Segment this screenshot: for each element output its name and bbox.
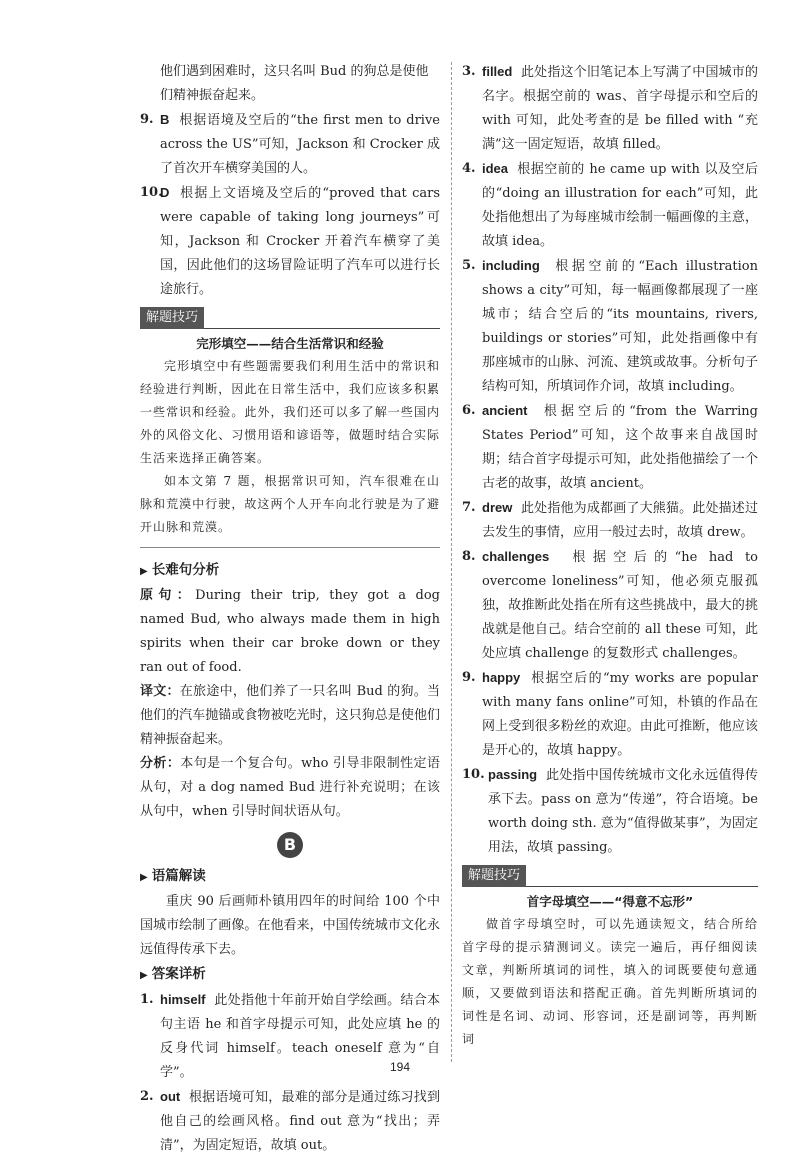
tip-tag: 解题技巧 (140, 307, 204, 329)
translation: 译文：在旅途中，他们养了一只名叫 Bud 的狗。当他们的汽车抛锚或食物被吃光时，这只狗总是使他们精神振奋起来。 (140, 684, 440, 747)
tip-title: 首字母填空——“得意不忘形” (526, 894, 694, 909)
arrow-icon: ▶ (140, 872, 148, 883)
tip-header (462, 864, 758, 887)
answer-item-10: 10. D 根据上文语境及空后的“proved that cars were capable of taking long journeys”可知，Jackson 和 Crocker 开着汽车横穿了美国，因此他们的这场冒险证明了汽车可以进行长途旅行。 (140, 185, 441, 297)
tip-end-rule (140, 547, 440, 548)
answer-item-4: 4. idea 根据空前的 he came up with 以及空后的“doing an illustration for each”可知，此处指他想出了为每座城市绘制一幅画像的主意，故填 idea。 (462, 161, 758, 249)
tip-tag: 解题技巧 (462, 865, 526, 887)
arrow-icon: ▶ (140, 970, 148, 981)
section-heading: ▶ 语篇解读 (140, 864, 440, 890)
continued-text: 他们遇到困难时，这只名叫 Bud 的狗总是使他们精神振奋起来。 (160, 64, 429, 103)
answer-item-1: 1. himself 此处指他十年前开始自学绘画。结合本句主语 he 和首字母提示可知，此处应填 he 的反身代词 himself。teach oneself 意为“自学”。 (140, 992, 440, 1080)
answer-item-5: 5. including 根据空前的“Each illustration shows a city”可知，每一幅画像都展现了一座城市；结合空后的“its mountains, rivers, buildings or stories”可知，此处指画像中有那座城市的山脉、河流、建筑或故事。分析句子结构可知，所填词作介词，故填 including。 (462, 258, 758, 394)
answer-item-2: 2. out 根据语境可知，最难的部分是通过练习找到他自己的绘画风格。find out 意为“找出；弄清”，为固定短语，故填 out。 (140, 1089, 440, 1153)
tip-paragraph: 如本文第 7 题，根据常识可知，汽车很难在山脉和荒漠中行驶，故这两个人开车向北行驶是为了避开山脉和荒漠。 (140, 474, 440, 534)
original-sentence: 原句：During their trip, they got a dog named Bud, who always made them in high spirits when their car broke down or they ran out of food. (140, 588, 440, 675)
passage-summary: 重庆 90 后画师朴镇用四年的时间给 100 个中国城市绘制了画像。在他看来，中国传统城市文化永远值得传承下去。 (140, 894, 440, 957)
answer-key: B (160, 112, 170, 127)
tip-paragraph: 做首字母填空时，可以先通读短文，结合所给首字母的提示猜测词义。读完一遍后，再仔细阅读文章，判断所填词的词性，填入的词既要使句意通顺，又要做到语法和搭配正确。首先判断所填词的词性是名词、动词、形容词，还是副词等，再判断词 (462, 917, 758, 1046)
column-divider (451, 62, 452, 1062)
answer-item-9: 9. happy 根据空后的“my works are popular with many fans online”可知，朴镇的作品在网上受到很多粉丝的欢迎。由此可推断，他应该是开心的，故填 happy。 (462, 670, 759, 758)
tip-header (140, 306, 440, 329)
page-number: 194 (389, 1060, 411, 1074)
answer-item-10: 10. passing 此处指中国传统城市文化永远值得传承下去。pass on 意为“传递”，符合语境。be worth doing sth. 意为“值得做某事”，为固定用法，故填 passing。 (462, 767, 758, 855)
analysis: 分析：本句是一个复合句。who 引导非限制性定语从句，对 a dog named Bud 进行补充说明；在该从句中，when 引导时间状语从句。 (140, 756, 440, 819)
arrow-icon: ▶ (140, 566, 148, 577)
left-column (140, 60, 440, 1158)
tip-title: 完形填空——结合生活常识和经验 (196, 336, 384, 351)
answer-item-3: 3. filled 此处指这个旧笔记本上写满了中国城市的名字。根据空前的 was、首字母提示和空后的 with 可知，此处考查的是 be filled with “充满”这一固定短语，故填 filled。 (462, 64, 758, 152)
section-heading: ▶ 长难句分析 (140, 558, 440, 584)
answer-item-7: 7. drew 此处指他为成都画了大熊猫。此处描述过去发生的事情，应用一般过去时，故填 drew。 (462, 500, 758, 540)
answer-item-9: 9. B 根据语境及空后的“the first men to drive across the US”可知，Jackson 和 Crocker 成了首次开车横穿美国的人。 (140, 112, 440, 176)
tip-paragraph: 完形填空中有些题需要我们利用生活中的常识和经验进行判断，因此在日常生活中，我们应该多积累一些常识和经验。此外，我们还可以多了解一些国内外的风俗文化、习惯用语和谚语等，做题时结合实际生活来选择正确答案。 (140, 359, 440, 465)
section-heading: ▶ 答案详析 (140, 962, 440, 988)
answer-item-6: 6. ancient 根据空后的“from the Warring States Period”可知，这个故事来自战国时期；结合首字母提示可知，此处指他描绘了一个古老的故事，故填 ancient。 (462, 403, 758, 491)
answer-item-8: 8. challenges 根据空后的“he had to overcome loneliness”可知，他必须克服孤独，故推断此处指在所有这些挑战中，最大的挑战就是他自己。结合空前的 all these 可知，此处应填 challenge 的复数形式 challenges。 (462, 549, 758, 661)
right-column (462, 60, 758, 1051)
answer-key: D (160, 185, 170, 200)
section-badge: B (140, 832, 440, 858)
